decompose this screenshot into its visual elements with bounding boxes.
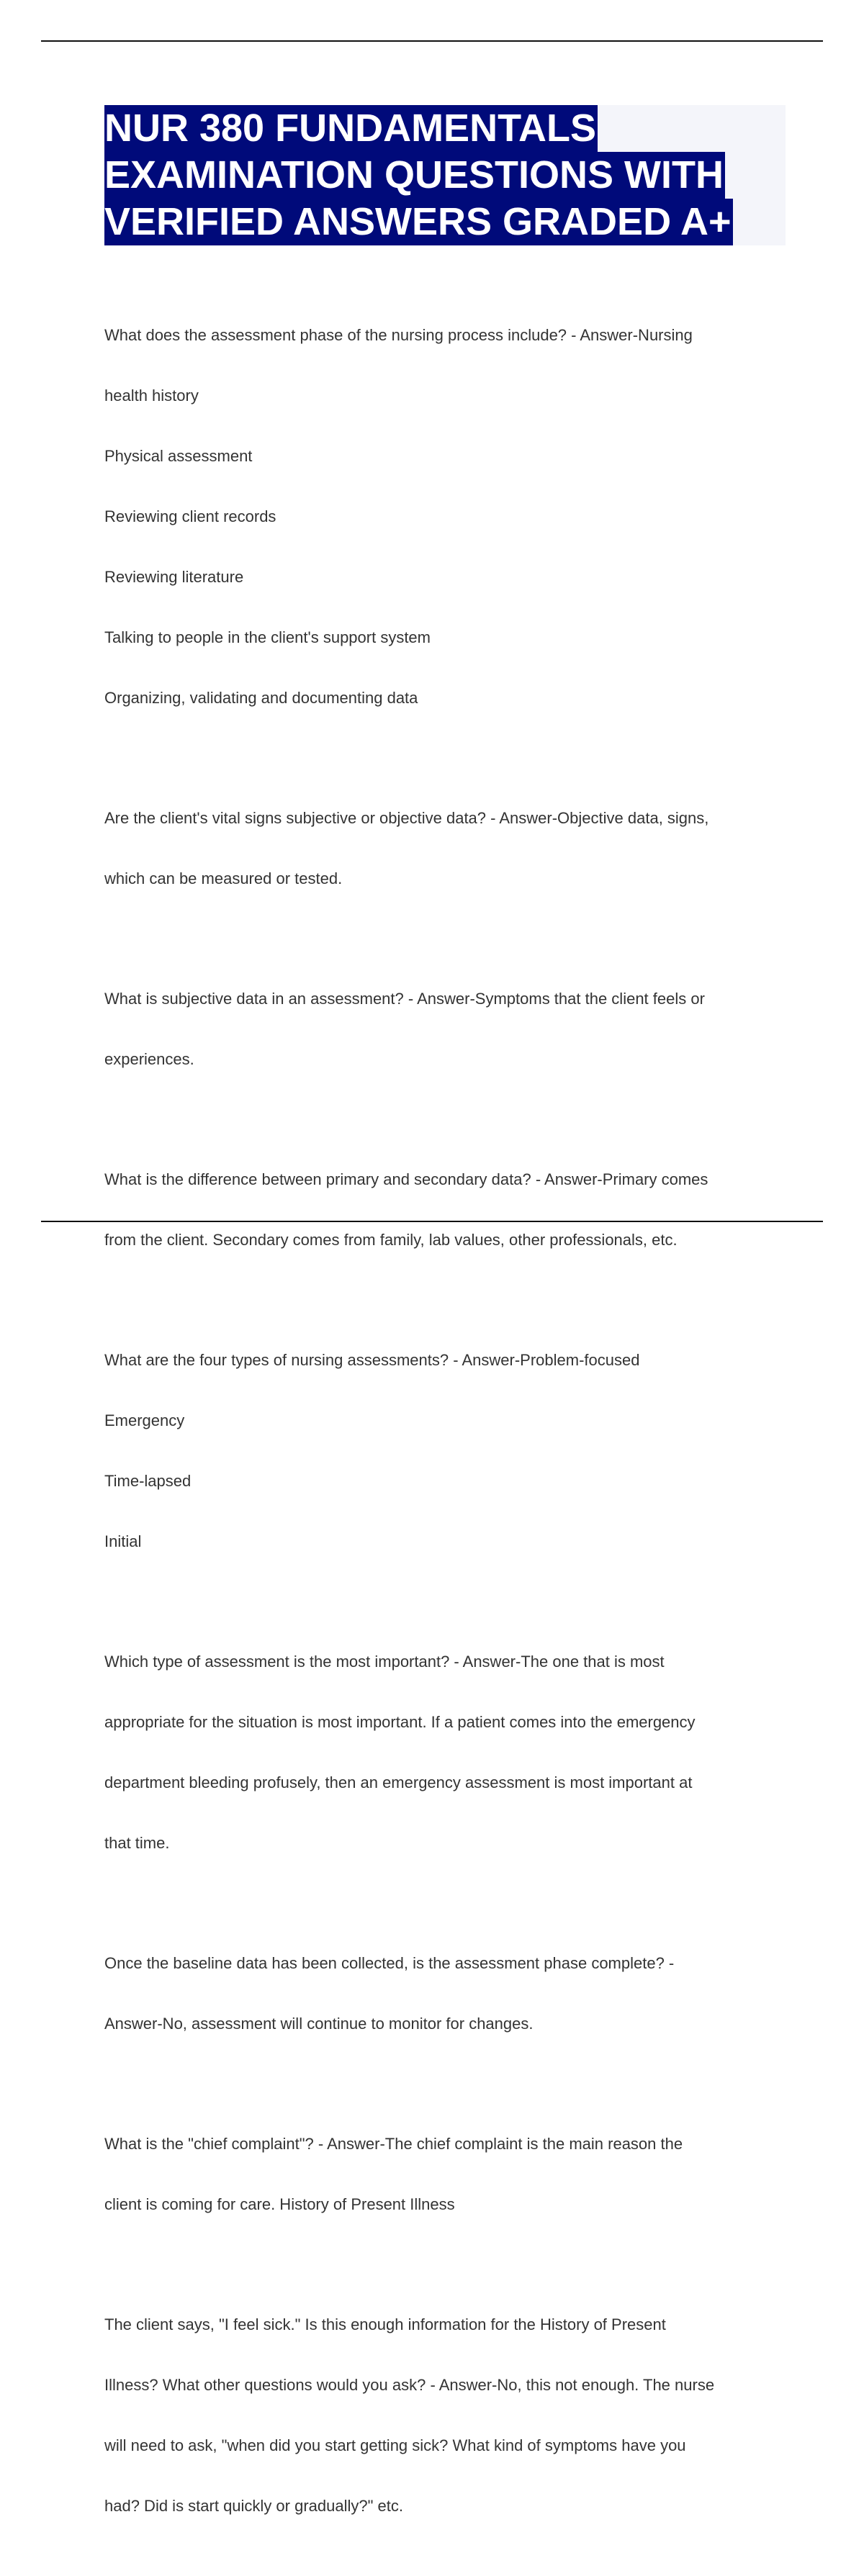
qa-list xyxy=(104,285,788,2576)
qa-line: Organizing, validating and documenting data xyxy=(104,689,418,707)
qa-line: Emergency xyxy=(104,1411,185,1429)
qa-line: Are the client's vital signs subjective or objective data? - Answer-Objective data, signs, xyxy=(104,809,709,827)
qa-line: Time-lapsed xyxy=(104,1472,192,1490)
title-line: EXAMINATION QUESTIONS WITH xyxy=(104,152,725,199)
qa-line: had? Did is start quickly or gradually?" etc. xyxy=(104,2497,404,2515)
qa-line: from the client. Secondary comes from family, lab values, other professionals, etc. xyxy=(104,1231,678,1249)
qa-line: Reviewing client records xyxy=(104,507,276,525)
qa-line: that time. xyxy=(104,1834,170,1852)
qa-item xyxy=(104,285,788,749)
qa-line: Which type of assessment is the most important? - Answer-The one that is most xyxy=(104,1653,665,1671)
qa-line: department bleeding profusely, then an emergency assessment is most important at xyxy=(104,1773,693,1791)
qa-item xyxy=(104,1913,788,2074)
qa-line: What does the assessment phase of the nursing process include? - Answer-Nursing xyxy=(104,326,693,344)
qa-line: client is coming for care. History of Present Illness xyxy=(104,2195,455,2213)
qa-line: appropriate for the situation is most important. If a patient comes into the emergency xyxy=(104,1713,696,1731)
qa-item xyxy=(104,949,788,1110)
qa-item xyxy=(104,768,788,929)
qa-line: Reviewing literature xyxy=(104,568,244,586)
qa-item xyxy=(104,1310,788,1592)
title-line: VERIFIED ANSWERS GRADED A+ xyxy=(104,199,733,245)
qa-line: The client says, "I feel sick." Is this enough information for the History of Present xyxy=(104,2315,666,2333)
qa-line: Talking to people in the client's support system xyxy=(104,628,431,646)
qa-line: Answer-No, assessment will continue to monitor for changes. xyxy=(104,2015,534,2033)
document-title xyxy=(104,105,786,245)
qa-item xyxy=(104,1612,788,1894)
qa-line: Once the baseline data has been collected, is the assessment phase complete? - xyxy=(104,1954,675,1972)
qa-line: What is subjective data in an assessment? - Answer-Symptoms that the client feels or xyxy=(104,990,705,1008)
qa-line: What is the difference between primary and secondary data? - Answer-Primary comes xyxy=(104,1170,708,1188)
qa-line: experiences. xyxy=(104,1050,194,1068)
qa-line: What are the four types of nursing assessments? - Answer-Problem-focused xyxy=(104,1351,640,1369)
qa-item xyxy=(104,2274,788,2557)
qa-line: will need to ask, "when did you start getting sick? What kind of symptoms have you xyxy=(104,2436,686,2454)
qa-line: What is the "chief complaint"? - Answer-The chief complaint is the main reason the xyxy=(104,2135,683,2153)
qa-line: Initial xyxy=(104,1532,142,1550)
qa-item xyxy=(104,2094,788,2255)
qa-item xyxy=(104,1129,788,1291)
bottom-rule xyxy=(41,1221,823,1222)
qa-line: Physical assessment xyxy=(104,447,253,465)
qa-line: Illness? What other questions would you ask? - Answer-No, this not enough. The nurse xyxy=(104,2376,715,2394)
qa-line: which can be measured or tested. xyxy=(104,869,343,887)
qa-line: health history xyxy=(104,387,199,405)
title-line: NUR 380 FUNDAMENTALS xyxy=(104,105,598,152)
top-rule xyxy=(41,40,823,42)
